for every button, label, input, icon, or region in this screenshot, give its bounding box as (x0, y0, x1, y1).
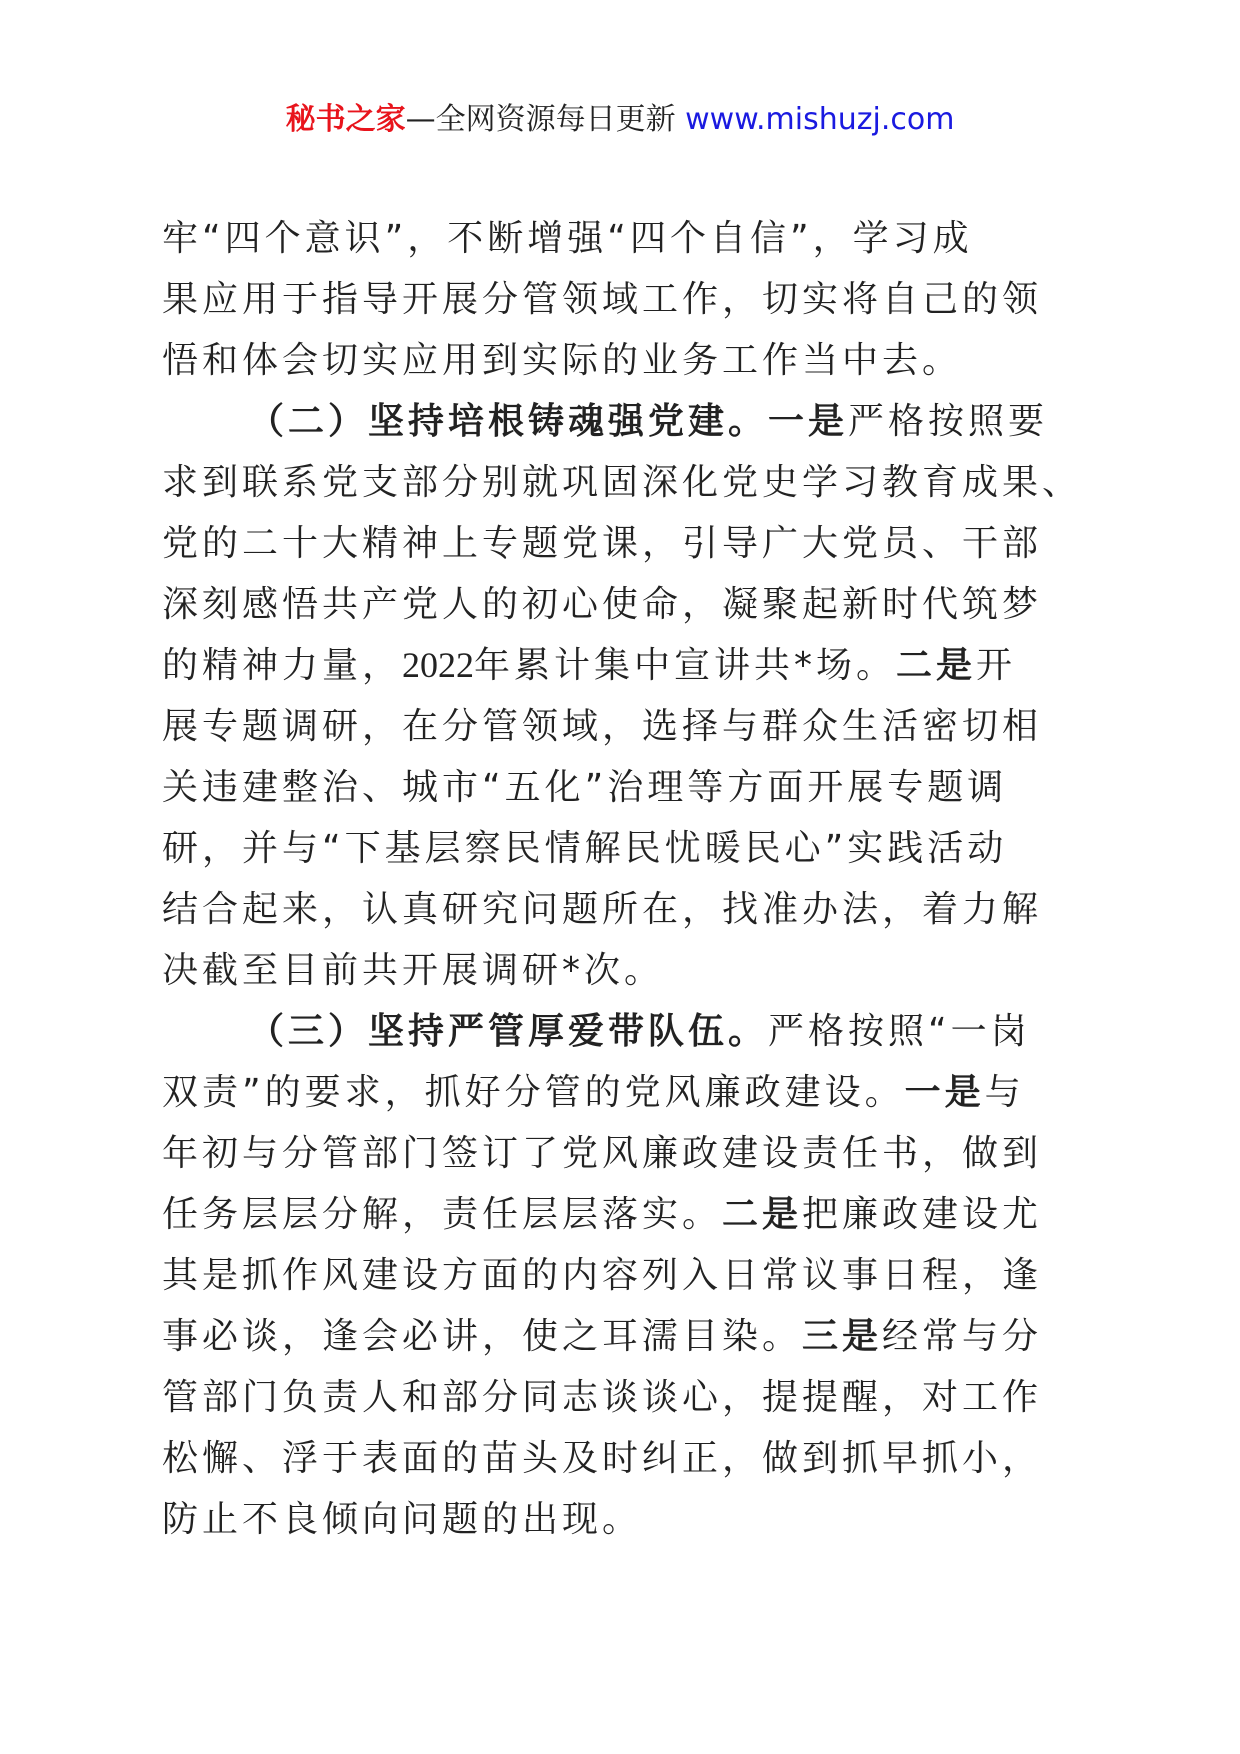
text-run: 任务层层分解，责任层层落实。 (162, 1194, 723, 1235)
text-run: 严格按照“一岗 (768, 1011, 1031, 1052)
text-line: 防止不良倾向问题的出现。 (162, 1499, 643, 1540)
point-marker: 三是 (802, 1316, 883, 1357)
text-line (162, 1062, 1082, 1123)
text-line: 关违建整治、城市“五化”治理等方面开展专题调 (162, 767, 1008, 808)
point-marker: 一是 (904, 1072, 985, 1113)
point-marker: 二是 (722, 1194, 803, 1235)
header-slogan: 全网资源每日更新 (435, 102, 676, 137)
section-3-heading-line (162, 1001, 1082, 1062)
text-line: 展专题调研，在分管领域，选择与群众生活密切相 (162, 706, 1043, 747)
text-line: 决截至目前共开展调研*次。 (162, 950, 665, 991)
text-run: 双责”的要求，抓好分管的党风廉政建设。 (162, 1072, 905, 1113)
point-marker: 二是 (896, 645, 977, 686)
text-line (162, 1184, 1082, 1245)
text-line: 管部门负责人和部分同志谈谈心，提提醒，对工作 (162, 1377, 1043, 1418)
text-run: 严格按照要 (848, 401, 1049, 442)
document-body (162, 208, 1082, 1550)
text-run: 把廉政建设尤 (802, 1194, 1043, 1235)
text-line: 党的二十大精神上专题党课，引导广大党员、干部 (162, 523, 1043, 564)
text-line (162, 1306, 1082, 1367)
header-dash: — (405, 102, 436, 137)
section-3-heading: （三）坚持严管厚爱带队伍。 (248, 1011, 769, 1052)
text-line (162, 635, 1082, 696)
text-line: 果应用于指导开展分管领域工作，切实将自己的领 (162, 279, 1043, 320)
site-brand: 秘书之家 (285, 102, 406, 137)
text-run: 事必谈，逢会必讲，使之耳濡目染。 (162, 1316, 803, 1357)
text-run: 的精神力量， (162, 645, 403, 686)
text-line: 其是抓作风建设方面的内容列入日常议事日程，逢 (162, 1255, 1043, 1296)
text-run: 与 (984, 1072, 1025, 1113)
text-run: 开 (976, 645, 1017, 686)
text-line: 悟和体会切实应用到实际的业务工作当中去。 (162, 340, 963, 381)
text-run: 年累计集中宣讲共*场。 (474, 645, 897, 686)
point-marker: 一是 (768, 401, 849, 442)
text-line: 结合起来，认真研究问题所在，找准办法，着力解 (162, 889, 1043, 930)
text-line: 年初与分管部门签订了党风廉政建设责任书，做到 (162, 1133, 1043, 1174)
section-2-heading: （二）坚持培根铸魂强党建。 (248, 401, 769, 442)
text-line: 求到联系党支部分别就巩固深化党史学习教育成果、 (162, 462, 1083, 503)
text-line: 深刻感悟共产党人的初心使命，凝聚起新时代筑梦 (162, 584, 1043, 625)
year-number: 2022 (402, 645, 475, 685)
site-url-link[interactable]: www.mishuzj.com (685, 102, 955, 137)
text-line: 牢“四个意识”，不断增强“四个自信”，学习成 (162, 218, 973, 259)
site-header (0, 100, 1240, 140)
text-line: 研，并与“下基层察民情解民忧暖民心”实践活动 (162, 828, 1008, 869)
text-line: 松懈、浮于表面的苗头及时纠正，做到抓早抓小， (162, 1438, 1043, 1479)
text-run: 经常与分 (882, 1316, 1043, 1357)
section-2-heading-line (162, 391, 1082, 452)
